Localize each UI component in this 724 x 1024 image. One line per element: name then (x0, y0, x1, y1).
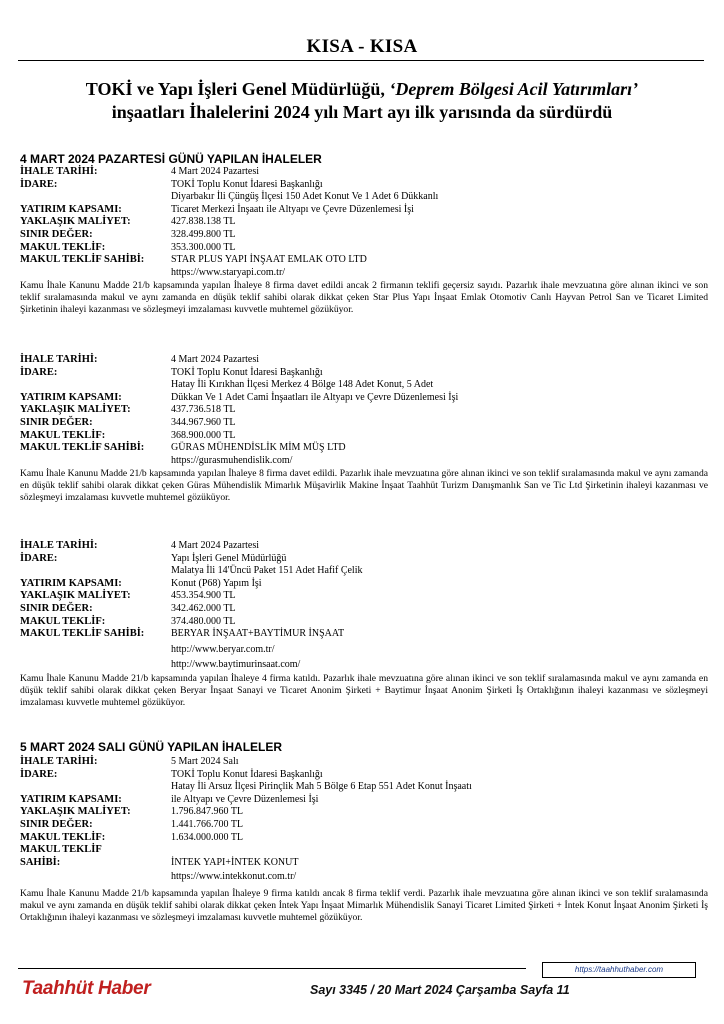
label-authority: İDARE: (20, 178, 58, 190)
tender-scope: ile Altyapı ve Çevre Düzenlemesi İşi (171, 793, 319, 805)
headline (30, 78, 694, 124)
tender-date: 4 Mart 2024 Pazartesi (171, 354, 260, 365)
label-bidder: MAKUL TEKLİF SAHİBİ: (20, 254, 145, 266)
label-reasonable-bid: MAKUL TEKLİF: (20, 429, 106, 441)
section-title-march-5: 5 MART 2024 SALI GÜNÜ YAPILAN İHALELER (20, 740, 283, 754)
label-reasonable-bid: MAKUL TEKLİF: (20, 241, 106, 253)
label-bidder-line2: SAHİBİ: (20, 856, 61, 868)
headline-italic: ‘Deprem Bölgesi Acil Yatırımları’ (389, 79, 639, 99)
label-estimated-cost: YAKLAŞIK MALİYET: (20, 590, 131, 602)
tender-threshold: 342.462.000 TL (171, 602, 236, 614)
tender-authority: Yapı İşleri Genel Müdürlüğü (171, 552, 287, 564)
bidder-website-link[interactable]: https://www.staryapi.com.tr/ (171, 266, 286, 278)
tender-authority: TOKİ Toplu Konut İdaresi Başkanlığı (171, 366, 323, 378)
label-scope: YATIRIM KAPSAMI: (20, 793, 122, 805)
label-threshold: SINIR DEĞER: (20, 416, 93, 428)
tender-bidder: STAR PLUS YAPI İNŞAAT EMLAK OTO LTD (171, 254, 367, 266)
tender-scope: Konut (P68) Yapım İşi (171, 577, 262, 589)
tender-authority-detail: Diyarbakır İli Çüngüş İlçesi 150 Adet Konut Ve 1 Adet 6 Dükkanlı (171, 191, 439, 203)
tender-block (20, 540, 708, 709)
bidder-website-link[interactable]: https://gurasmuhendislik.com/ (171, 454, 293, 466)
label-date: İHALE TARİHİ: (20, 166, 98, 177)
label-threshold: SINIR DEĞER: (20, 602, 93, 614)
label-bidder-line1: MAKUL TEKLİF (20, 844, 102, 856)
tender-description: Kamu İhale Kanunu Madde 21/b kapsamında yapılan İhaleye 9 firma katıldı ancak 8 firma teklif verdi. Pazarlık ihale mevzuatına göre alınan ikinci ve son teklif sıralamasında makul ve aynı zamanda en düşük teklif sahibi olarak dikkat çeken İntek Yapı İnşaat Mimarlık Mühendislik Sanayi Ticaret Limited Şirketi + İntek Konut İnşaat Anonim Şirketi İş Ortaklığının ihaleyi kazanması ve sözleşmeyi imzalaması kuvvetle muhtemel gözüküyor. (20, 887, 708, 923)
label-scope: YATIRIM KAPSAMI: (20, 577, 122, 589)
bidder-website-link[interactable]: https://www.intekkonut.com.tr/ (171, 871, 297, 883)
tender-description: Kamu İhale Kanunu Madde 21/b kapsamında yapılan İhaleye 4 firma katıldı. Pazarlık ihale mevzuatına göre alınan ikinci ve son teklif sıralamasında makul ve aynı zamanda en düşük teklif sahibi olarak dikkat çeken Beryar İnşaat Sanayi ve Ticaret Anonim Şirketi + Baytimur İnşaat Anonim Şirketi İş Ortaklığının ihaleyi kazanması ve sözleşmeyi imzalaması kuvvetle muhtemel gözüküyor. (20, 672, 708, 708)
tender-reasonable-bid: 353.300.000 TL (171, 241, 236, 253)
tender-estimated-cost: 453.354.900 TL (171, 590, 236, 602)
bidder-website-link[interactable]: http://www.baytimurinsaat.com/ (171, 659, 301, 671)
tender-threshold: 1.441.766.700 TL (171, 818, 244, 830)
tender-authority-detail: Hatay İli Kırıkhan İlçesi Merkez 4 Bölge 148 Adet Konut, 5 Adet (171, 379, 434, 391)
page-label: KISA - KISA (306, 36, 418, 57)
label-scope: YATIRIM KAPSAMI: (20, 391, 122, 403)
tender-date: 5 Mart 2024 Salı (171, 756, 239, 767)
tender-reasonable-bid: 368.900.000 TL (171, 429, 236, 441)
label-authority: İDARE: (20, 768, 58, 780)
tender-bidder: İNTEK YAPI+İNTEK KONUT (171, 856, 299, 868)
tender-description: Kamu İhale Kanunu Madde 21/b kapsamında yapılan İhaleye 8 firma davet edildi. Pazarlık ihale mevzuatına göre alınan ikinci ve son teklif sıralamasında makul ve aynı zamanda en düşük teklif sahibi olarak dikkat çeken Güras Mühendislik Mimarlık Müşavirlik Makine İnşaat Taahhüt Turizm Danışmanlık San ve Tic Ltd Şirketinin ihaleyi kazanması ve sözleşmeyi imzalaması kuvvetle muhtemel gözüküyor. (20, 468, 708, 504)
tender-authority: TOKİ Toplu Konut İdaresi Başkanlığı (171, 768, 323, 780)
tender-scope: Ticaret Merkezi İnşaatı ile Altyapı ve Çevre Düzenlemesi İşi (171, 203, 414, 215)
bidder-website-link[interactable]: http://www.beryar.com.tr/ (171, 643, 275, 655)
tender-authority-detail: Malatya İli 14'Üncü Paket 151 Adet Hafif Çelik (171, 565, 363, 577)
top-rule (18, 60, 704, 61)
tender-block (20, 756, 708, 924)
tender-block (20, 166, 708, 316)
label-reasonable-bid: MAKUL TEKLİF: (20, 831, 106, 843)
tender-scope: Dükkan Ve 1 Adet Cami İnşaatları ile Altyapı ve Çevre Düzenlemesi İşi (171, 391, 459, 403)
label-bidder: MAKUL TEKLİF SAHİBİ: (20, 628, 145, 640)
label-reasonable-bid: MAKUL TEKLİF: (20, 615, 106, 627)
tender-estimated-cost: 427.838.138 TL (171, 216, 236, 228)
tender-authority-detail: Hatay İli Arsuz İlçesi Pirinçlik Mah 5 Bölge 6 Etap 551 Adet Konut İnşaatı (171, 781, 472, 793)
label-estimated-cost: YAKLAŞIK MALİYET: (20, 216, 131, 228)
tender-threshold: 344.967.960 TL (171, 416, 236, 428)
tender-estimated-cost: 1.796.847.960 TL (171, 806, 244, 818)
tender-block (20, 354, 708, 504)
issue-info: Sayı 3345 / 20 Mart 2024 Çarşamba Sayfa 11 (310, 983, 570, 997)
label-bidder: MAKUL TEKLİF SAHİBİ: (20, 442, 145, 454)
label-scope: YATIRIM KAPSAMI: (20, 203, 122, 215)
label-authority: İDARE: (20, 552, 58, 564)
label-estimated-cost: YAKLAŞIK MALİYET: (20, 404, 131, 416)
brand-logo: Taahhüt Haber (22, 978, 151, 999)
tender-threshold: 328.499.800 TL (171, 228, 236, 240)
headline-part2: inşaatları İhalelerini 2024 yılı Mart ayı ilk yarısında da sürdürdü (111, 102, 613, 122)
label-date: İHALE TARİHİ: (20, 540, 98, 551)
tender-bidder: GÜRAS MÜHENDİSLİK MİM MÜŞ LTD (171, 442, 346, 454)
tender-bidder: BERYAR İNŞAAT+BAYTİMUR İNŞAAT (171, 628, 345, 640)
section-title-march-4: 4 MART 2024 PAZARTESİ GÜNÜ YAPILAN İHALELER (20, 152, 322, 166)
tender-reasonable-bid: 1.634.000.000 TL (171, 831, 244, 843)
label-threshold: SINIR DEĞER: (20, 818, 93, 830)
tender-date: 4 Mart 2024 Pazartesi (171, 166, 260, 177)
footer-rule (18, 968, 526, 969)
label-date: İHALE TARİHİ: (20, 354, 98, 365)
label-authority: İDARE: (20, 366, 58, 378)
label-estimated-cost: YAKLAŞIK MALİYET: (20, 806, 131, 818)
headline-part1: TOKİ ve Yapı İşleri Genel Müdürlüğü, (85, 79, 390, 99)
tender-authority: TOKİ Toplu Konut İdaresi Başkanlığı (171, 178, 323, 190)
label-date: İHALE TARİHİ: (20, 756, 98, 767)
tender-reasonable-bid: 374.480.000 TL (171, 615, 236, 627)
label-threshold: SINIR DEĞER: (20, 228, 93, 240)
footer-site-link[interactable]: https://taahhuthaber.com (542, 962, 696, 978)
tender-estimated-cost: 437.736.518 TL (171, 404, 236, 416)
tender-date: 4 Mart 2024 Pazartesi (171, 540, 260, 551)
tender-description: Kamu İhale Kanunu Madde 21/b kapsamında yapılan İhaleye 8 firma davet edildi ancak 2 firmanın teklifi geçersiz sayıdı. Pazarlık ihale mevzuatına göre alınan ikinci ve son teklif sıralamasında makul ve aynı zamanda en düşük teklif sahibi olarak dikkat çeken Star Plus Yapı İnşaat Emlak Otomotiv Canlı Hayvan Petrol San ve Ticaret Limited Şirketinin ihaleyi kazanması ve sözleşmeyi imzalaması kuvvetle muhtemel gözüküyor. (20, 280, 708, 316)
